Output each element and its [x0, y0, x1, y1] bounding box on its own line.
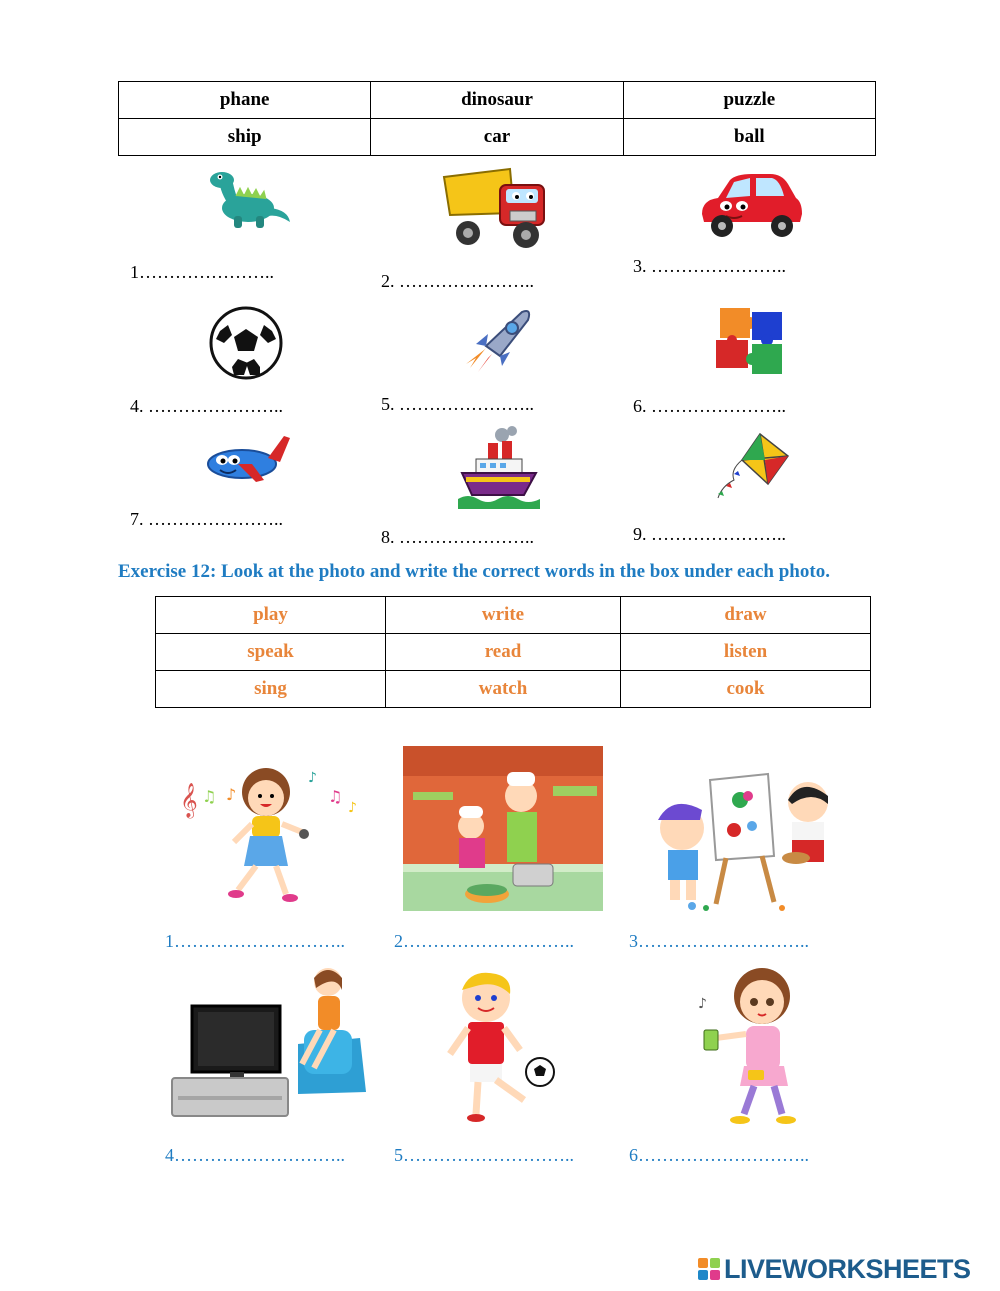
action-word-box	[155, 596, 871, 708]
airplane-image	[202, 430, 292, 492]
answer-blank[interactable]: 2. …………………..	[381, 271, 534, 291]
answer-blank[interactable]: 2………………………..	[394, 931, 574, 951]
answer-blank[interactable]: 7. …………………..	[130, 509, 283, 529]
word-cell: car	[371, 119, 623, 156]
svg-text:♫: ♫	[328, 787, 343, 806]
boy-football-image	[436, 968, 560, 1124]
word-cell: read	[386, 634, 621, 671]
toy-word-box	[118, 81, 876, 156]
answer-blank[interactable]: 4………………………..	[165, 1145, 345, 1165]
svg-text:♪: ♪	[348, 800, 357, 816]
girl-listening-image	[692, 962, 804, 1130]
answer-blank[interactable]: 6………………………..	[629, 1145, 809, 1165]
exercise-12-title: Exercise 12: Look at the photo and write the correct words in the box under each photo.	[118, 561, 830, 582]
word-cell: puzzle	[623, 82, 875, 119]
dinosaur-image	[200, 168, 292, 230]
kids-painting-image	[652, 770, 838, 912]
answer-blank[interactable]: 8. …………………..	[381, 527, 534, 547]
kite-image	[708, 430, 792, 502]
word-cell: sing	[156, 671, 386, 708]
girl-singing-image	[176, 762, 366, 904]
answer-blank[interactable]: 1…………………..	[130, 262, 274, 282]
svg-text:♫: ♫	[202, 787, 217, 806]
answer-blank[interactable]: 9. …………………..	[633, 524, 786, 544]
answer-blank[interactable]: 5. …………………..	[381, 394, 534, 414]
brand-name: LIVEWORKSHEETS	[724, 1253, 971, 1284]
word-cell: write	[386, 597, 621, 634]
car-image	[696, 170, 806, 240]
puzzle-image	[712, 302, 792, 382]
word-cell: play	[156, 597, 386, 634]
word-cell: listen	[621, 634, 871, 671]
word-cell: phane	[119, 82, 371, 119]
answer-blank[interactable]: 3………………………..	[629, 931, 809, 951]
word-cell: ball	[623, 119, 875, 156]
svg-text:𝄞: 𝄞	[180, 783, 198, 818]
svg-text:♪: ♪	[698, 996, 707, 1012]
answer-blank[interactable]: 5………………………..	[394, 1145, 574, 1165]
soccer-ball-image	[208, 305, 284, 381]
answer-blank[interactable]: 6. …………………..	[633, 396, 786, 416]
word-cell: watch	[386, 671, 621, 708]
rocket-image	[462, 306, 534, 376]
answer-blank[interactable]: 3. …………………..	[633, 256, 786, 276]
cooking-image	[403, 746, 603, 911]
logo-icon	[698, 1258, 720, 1280]
answer-blank[interactable]: 1………………………..	[165, 931, 345, 951]
truck-image	[440, 163, 555, 251]
svg-text:♪: ♪	[226, 785, 237, 804]
svg-text:♪: ♪	[308, 770, 317, 786]
word-cell: ship	[119, 119, 371, 156]
watching-tv-image	[170, 964, 370, 1120]
liveworksheets-logo	[698, 1254, 971, 1284]
word-cell: speak	[156, 634, 386, 671]
word-cell: cook	[621, 671, 871, 708]
ship-image	[458, 425, 540, 511]
answer-blank[interactable]: 4. …………………..	[130, 396, 283, 416]
word-cell: dinosaur	[371, 82, 623, 119]
word-cell: draw	[621, 597, 871, 634]
